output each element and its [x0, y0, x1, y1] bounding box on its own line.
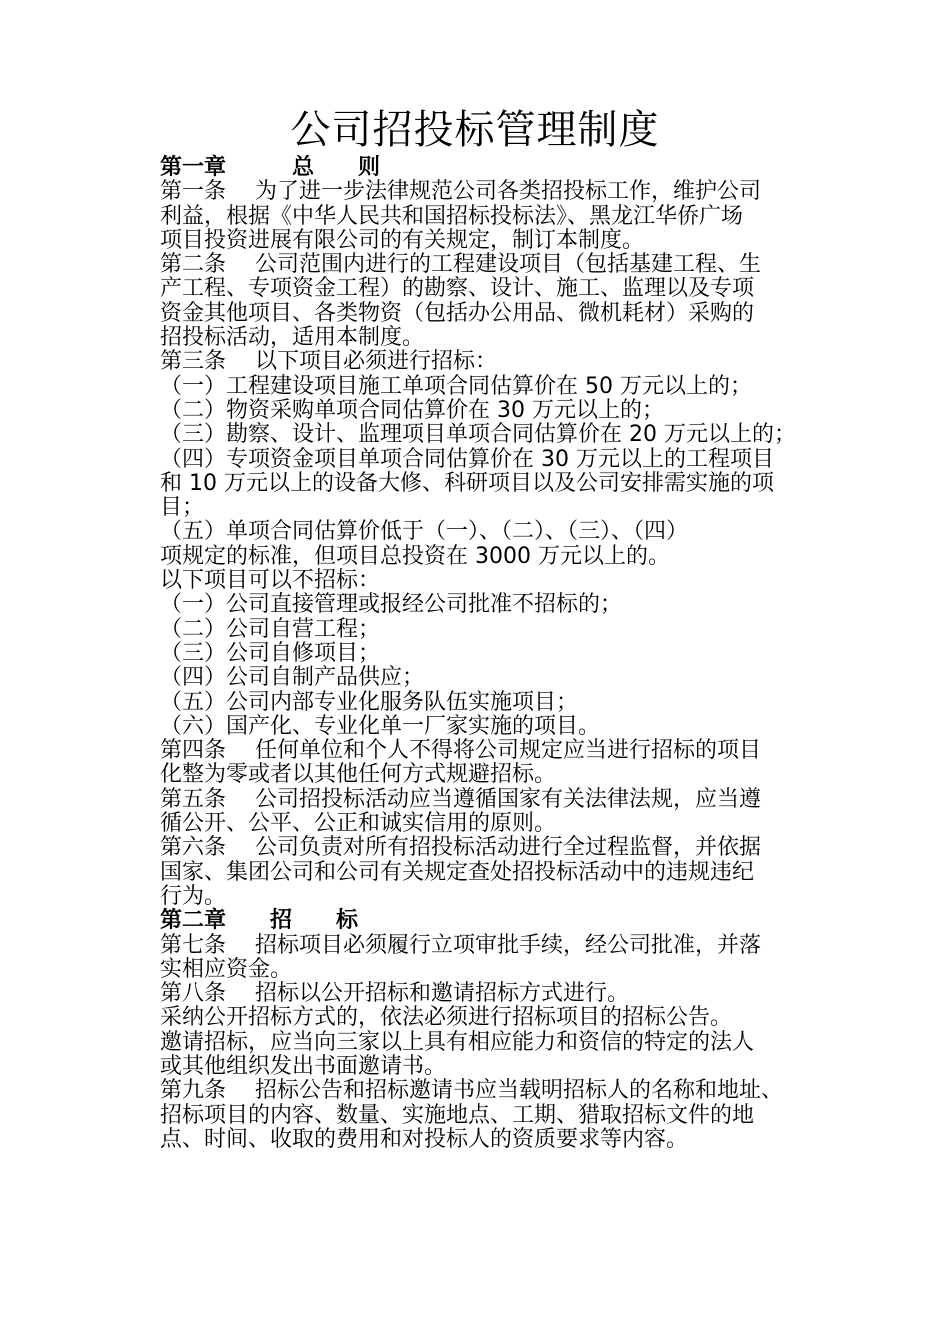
body-line: （二）公司自营工程； [160, 616, 381, 642]
body-line: 点、时间、收取的费用和对投标人的资质要求等内容。 [160, 1126, 689, 1152]
body-line: 第二条 公司范围内进行的工程建设项目（包括基建工程、生 [160, 252, 761, 278]
body-line: 以下项目可以不招标： [160, 568, 381, 594]
body-line: 第七条 招标项目必须履行立项审批手续，经公司批准，并落 [160, 932, 761, 958]
body-line: 第四条 任何单位和个人不得将公司规定应当进行招标的项目 [160, 738, 761, 764]
body-line: 实相应资金。 [160, 956, 293, 982]
body-line: 第九条 招标公告和招标邀请书应当载明招标人的名称和地址、 [160, 1078, 783, 1104]
chapter-heading: 第一章 总 则 [160, 155, 381, 180]
body-line: 第三条 以下项目必须进行招标： [160, 349, 497, 375]
body-line: （三）公司自修项目； [160, 640, 381, 666]
body-line: （二）物资采购单项合同估算价在 30 万元以上的； [160, 397, 664, 423]
body-line: （六）国产化、专业化单一厂家实施的项目。 [160, 713, 601, 739]
body-line: 资金其他项目、各类物资（包括办公用品、微机耗材）采购的 [160, 300, 755, 326]
document-body [160, 156, 840, 1152]
body-line: 招标项目的内容、数量、实施地点、工期、猎取招标文件的地 [160, 1102, 755, 1128]
body-line: （四）公司自制产品供应； [160, 665, 425, 691]
body-line: 和 10 万元以上的设备大修、科研项目以及公司安排需实施的项 [160, 470, 774, 496]
body-line: （一）公司直接管理或报经公司批准不招标的； [160, 592, 623, 618]
body-line: 项规定的标准，但项目总投资在 3000 万元以上的。 [160, 543, 670, 569]
body-line: 采纳公开招标方式的，依法必须进行招标项目的招标公告。 [160, 1005, 733, 1031]
body-line: （五）公司内部专业化服务队伍实施项目； [160, 689, 579, 715]
body-line: （三）勘察、设计、监理项目单项合同估算价在 20 万元以上的； [160, 422, 796, 448]
body-line: 邀请招标，应当向三家以上具有相应能力和资信的特定的法人 [160, 1029, 755, 1055]
body-line: 产工程、专项资金工程）的勘察、设计、施工、监理以及专项 [160, 276, 755, 302]
body-line: 第六条 公司负责对所有招投标活动进行全过程监督，并依据 [160, 835, 761, 861]
body-line: 行为。 [160, 883, 227, 909]
body-line: 循公开、公平、公正和诚实信用的原则。 [160, 811, 557, 837]
body-line: （一）工程建设项目施工单项合同估算价在 50 万元以上的； [160, 373, 752, 399]
body-line: 目； [160, 495, 205, 521]
chapter-heading: 第二章 招 标 [160, 908, 359, 934]
body-line: 第八条 招标以公开招标和邀请招标方式进行。 [160, 981, 629, 1007]
document-title: 公司招投标管理制度 [290, 107, 660, 153]
body-line: （四）专项资金项目单项合同估算价在 30 万元以上的工程项目 [160, 446, 774, 472]
body-line: 项目投资进展有限公司的有关规定，制订本制度。 [160, 227, 645, 253]
body-line: （五）单项合同估算价低于（一）、（二）、（三）、（四） [160, 519, 689, 545]
body-line: 第五条 公司招投标活动应当遵循国家有关法律法规，应当遵 [160, 786, 761, 812]
body-line: 国家、集团公司和公司有关规定查处招投标活动中的违规违纪 [160, 859, 755, 885]
body-line: 招投标活动，适用本制度。 [160, 325, 425, 351]
body-line: 利益，根据《中华人民共和国招标投标法》、黑龙江华侨广场 [160, 203, 744, 229]
body-line: 第一条 为了进一步法律规范公司各类招投标工作，维护公司 [160, 179, 761, 205]
body-line: 或其他组织发出书面邀请书。 [160, 1053, 447, 1079]
body-line: 化整为零或者以其他任何方式规避招标。 [160, 762, 557, 788]
